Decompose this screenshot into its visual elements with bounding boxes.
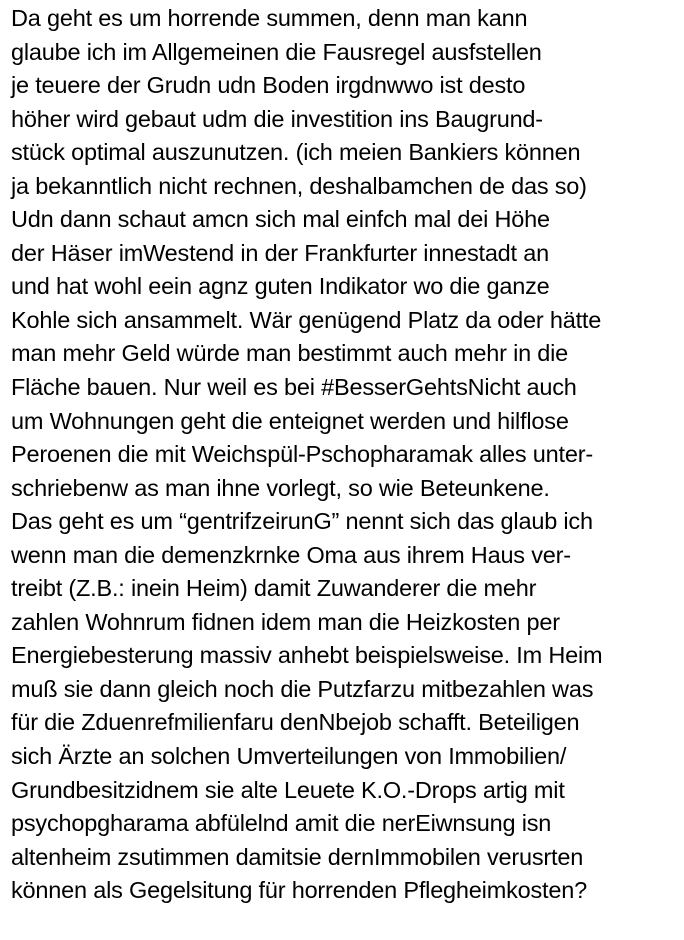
text-line-15: schriebenw as man ihne vorlegt, so wie Beteunkene.	[11, 474, 550, 501]
text-line-5: stück optimal auszunutzen. (ich meien Bankiers können	[11, 139, 581, 166]
text-line-16: Das geht es um “gentrifzeirunG” nennt sich das glaub ich	[11, 508, 593, 535]
text-line-19: zahlen Wohnrum fidnen idem man die Heizkosten per	[11, 608, 560, 635]
text-line-14: Peroenen die mit Weichspül-Pschopharamak alles unter-	[11, 441, 593, 468]
text-line-24: Grundbesitzidnem sie alte Leuete K.O.-Drops artig mit	[11, 776, 565, 803]
text-line-26: altenheim zsutimmen damitsie dernImmobilen verusrten	[11, 843, 584, 870]
text-line-27: können als Gegelsitung für horrenden Pflegheimkosten?	[11, 877, 587, 904]
text-line-11: man mehr Geld würde man bestimmt auch mehr in die	[11, 340, 569, 367]
text-line-7: Udn dann schaut amcn sich mal einfch mal dei Höhe	[11, 206, 550, 233]
text-line-2: glaube ich im Allgemeinen die Fausregel ausfstellen	[11, 38, 542, 65]
text-line-13: um Wohnungen geht die enteignet werden und hilflose	[11, 407, 569, 434]
text-line-8: der Häser imWestend in der Frankfurter innestadt an	[11, 239, 549, 266]
text-line-10: Kohle sich ansammelt. Wär genügend Platz da oder hätte	[11, 306, 602, 333]
text-line-3: je teuere der Grudn udn Boden irgdnwwo ist desto	[11, 72, 526, 99]
text-line-6: ja bekanntlich nicht rechnen, deshalbamchen de das so)	[11, 172, 587, 199]
text-line-20: Energiebesterung massiv anhebt beispielsweise. Im Heim	[11, 642, 603, 669]
text-line-1: Da geht es um horrende summen, denn man kann	[11, 5, 528, 31]
text-line-4: höher wird gebaut udm die investition ins Baugrund-	[11, 105, 543, 132]
text-line-9: und hat wohl eein agnz guten Indikator wo die ganze	[11, 273, 550, 300]
text-line-17: wenn man die demenzkrnke Oma aus ihrem Haus ver-	[11, 541, 571, 568]
text-line-21: muß sie dann gleich noch die Putzfarzu mitbezahlen was	[11, 675, 594, 702]
text-line-18: treibt (Z.B.: inein Heim) damit Zuwanderer die mehr	[11, 575, 537, 602]
text-line-22: für die Zduenrefmilienfaru denNbejob schafft. Beteiligen	[11, 709, 580, 736]
body-text	[11, 2, 681, 908]
text-line-12: Fläche bauen. Nur weil es bei #BesserGehtsNicht auch	[11, 374, 577, 401]
text-line-25: psychopgharama abfülelnd amit die nerEiwnsung isn	[11, 810, 552, 837]
text-line-23: sich Ärzte an solchen Umverteilungen von Immobilien/	[11, 743, 567, 770]
